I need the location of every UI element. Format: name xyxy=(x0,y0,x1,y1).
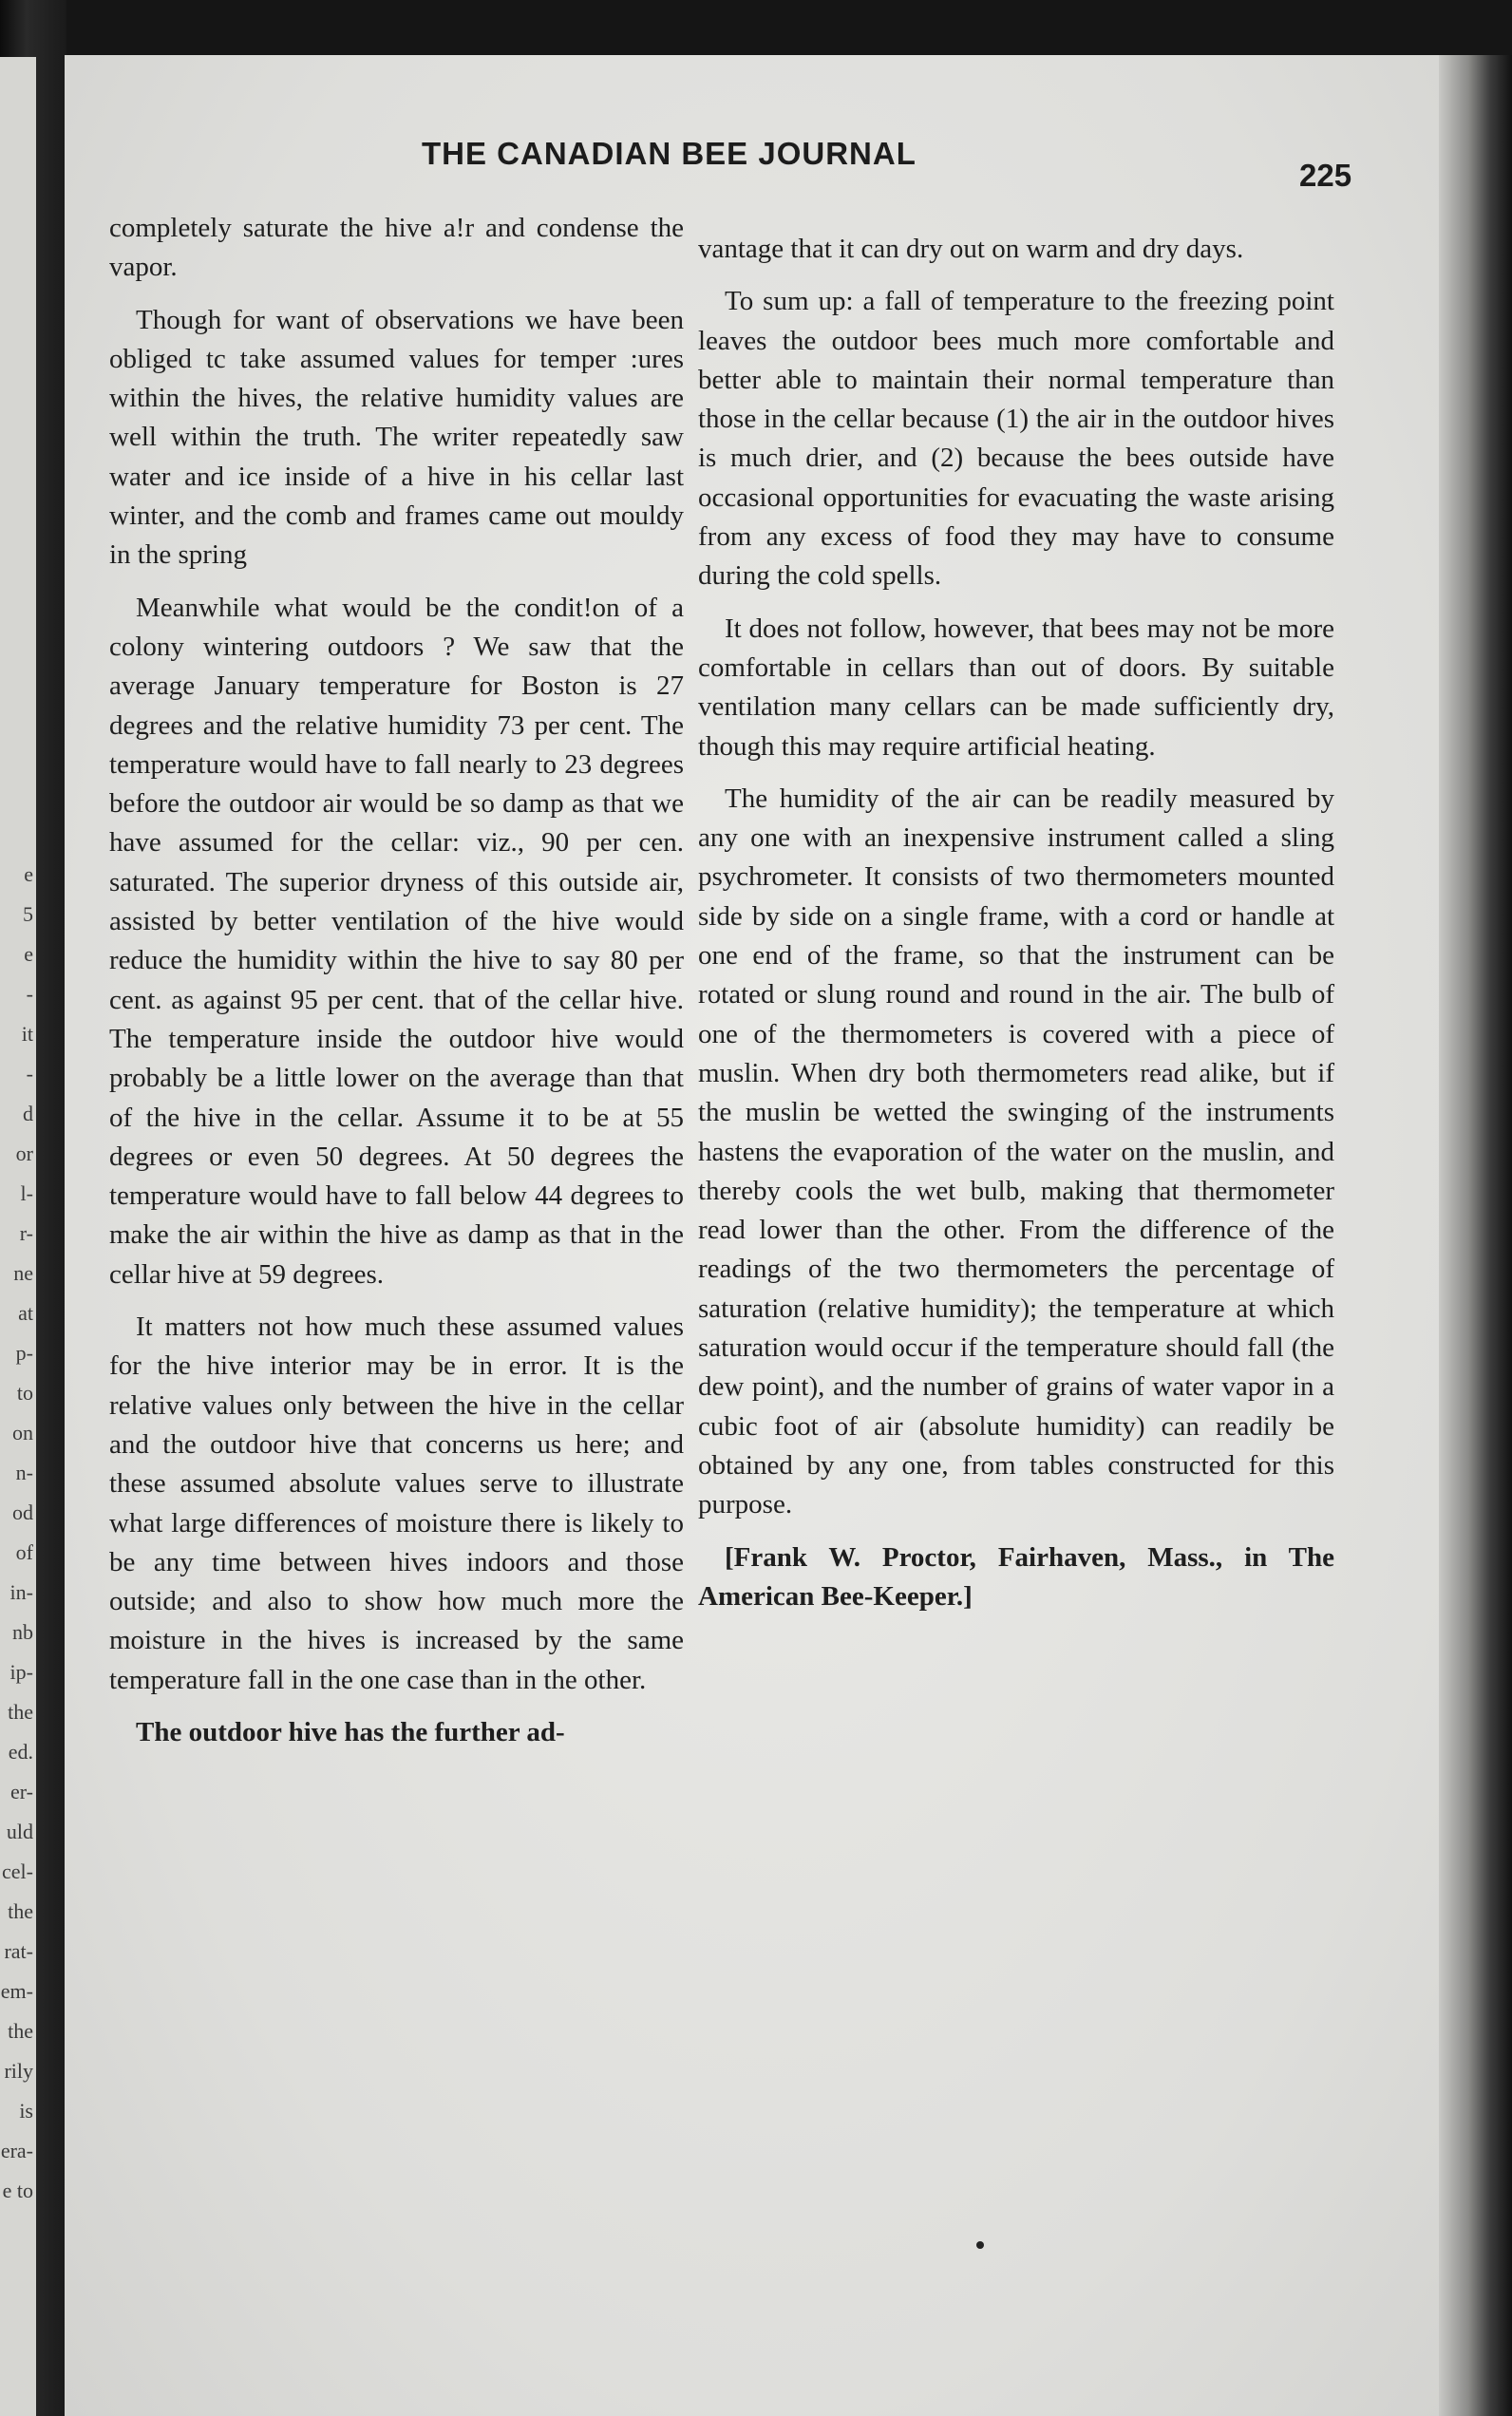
margin-fragment: in- xyxy=(9,1580,33,1604)
margin-fragment: e xyxy=(24,862,33,886)
paragraph: It does not follow, however, that bees may not be more comfortable in cellars than out of doors. By suitable ventilation many cellars can be made sufficiently dry, though this may require artificial heating. xyxy=(698,613,1334,762)
margin-fragment: rat- xyxy=(4,1939,33,1963)
margin-fragment: e to xyxy=(2,2179,33,2202)
page-number: 225 xyxy=(1299,158,1352,193)
paragraph: Though for want of observations we have been obliged tc take assumed values for temper :ures within the hives, the relative humidity values are well within the truth. The writer repeatedly saw water and ice inside of a hive in his cellar last winter, and the comb and frames came out mouldy in the spring xyxy=(109,304,684,571)
margin-fragment: to xyxy=(16,1381,33,1405)
paragraph: vantage that it can dry out on warm and dry days. xyxy=(698,234,1244,264)
margin-fragment: ip- xyxy=(9,1660,33,1684)
paragraph: completely saturate the hive a!r and condense the vapor. xyxy=(109,213,684,283)
right-text-column xyxy=(698,230,1334,1630)
source-attribution: [Frank W. Proctor, Fairhaven, Mass., in The American Bee-Keeper.] xyxy=(698,1541,1334,1612)
margin-fragment: cel- xyxy=(2,1859,33,1883)
running-head-title: THE CANADIAN BEE JOURNAL xyxy=(422,136,917,171)
paragraph: Meanwhile what would be the condit!on of a colony wintering outdoors ? We saw that the average January temperature for Boston is 27 degrees and the relative humidity 73 per cent. The temperature would have to fall nearly to 23 degrees before the outdoor air would be so damp as that we have assumed for the cellar: viz., 90 per cen. saturated. The superior dryness of this outside air, assisted by better ventilation of the hive would reduce the humidity within the hive to say 80 per cent. as against 95 per cent. that of the cellar hive. The temperature inside the outdoor hive would probably be a little lower on the average than that of the hive in the cellar. Assume it to be at 55 degrees or even 50 degrees. At 50 degrees the temperature would have to fall below 44 degrees to make the air within the hive as damp as that in the cellar hive at 59 degrees. xyxy=(109,592,684,1290)
margin-fragment: it xyxy=(21,1022,33,1046)
margin-fragment: the xyxy=(8,2019,33,2043)
page-stack-edge xyxy=(1439,55,1512,2416)
margin-fragment: l- xyxy=(20,1181,33,1205)
margin-fragment: - xyxy=(26,982,33,1006)
previous-page-edge xyxy=(0,57,36,2416)
margin-fragment: er- xyxy=(10,1780,33,1803)
margin-fragment: r- xyxy=(19,1221,33,1245)
margin-fragment: ed. xyxy=(8,1740,33,1764)
margin-fragment: uld xyxy=(6,1820,33,1843)
margin-fragment: nb xyxy=(12,1620,33,1644)
margin-fragment: the xyxy=(8,1700,33,1724)
margin-fragment: e xyxy=(24,942,33,966)
paragraph: To sum up: a fall of temperature to the freezing point leaves the outdoor bees much more comfortable and better able to maintain their normal temperature than those in the cellar because (1) the air in the outdoor hives is much drier, and (2) because the bees outside have occasional opportunities for evacuating the waste arising from any excess of food they may have to consume during the cold spells. xyxy=(698,286,1334,592)
margin-fragment: rily xyxy=(4,2059,33,2083)
paragraph: The outdoor hive has the further ad- xyxy=(136,1716,565,1747)
margin-fragment: of xyxy=(15,1540,33,1564)
margin-fragment: p- xyxy=(15,1341,33,1365)
margin-fragment: or xyxy=(15,1142,33,1165)
margin-fragment: d xyxy=(23,1102,33,1125)
margin-fragment: em- xyxy=(0,1979,33,2003)
margin-fragment: od xyxy=(12,1501,33,1524)
paragraph: It matters not how much these assumed values for the hive interior may be in error. It is the relative values only between the hive in the cellar and the outdoor hive that concerns us here; and these assumed absolute values serve to illustrate what large differences of moisture there is likely to be any time between hives indoors and those outside; and also to show how much more the moisture in the hives is increased by the same temperature fall in the one case than in the other. xyxy=(109,1312,684,1695)
margin-fragment: n- xyxy=(15,1461,33,1484)
margin-fragment: era- xyxy=(0,2139,33,2162)
margin-fragment: 5 xyxy=(23,902,33,926)
margin-fragment: the xyxy=(8,1899,33,1923)
printer-dot xyxy=(976,2241,984,2249)
paragraph: The humidity of the air can be readily measured by any one with an inexpensive instrument called a sling psychrometer. It consists of two thermometers mounted side by side on a single frame, with a cord or handle at one end of the frame, so that the instrument can be rotated or slung round and round in the air. The bulb of one of the thermometers is covered with a piece of muslin. When dry both thermometers read alike, but if the muslin be wetted the swinging of the instruments hastens the evaporation of the water on the muslin, and thereby cools the wet bulb, making that thermometer read lower than the other. From the difference of the readings of the two thermometers the percentage of saturation (relative humidity); the temperature at which saturation would occur if the temperature should fall (the dew point), and the number of grains of water vapor in a cubic foot of air (absolute humidity) can readily be obtained by any one, from tables constructed for this purpose. xyxy=(698,783,1334,1520)
margin-fragment: ne xyxy=(13,1261,33,1285)
margin-fragment: on xyxy=(12,1421,33,1444)
margin-fragment: - xyxy=(26,1062,33,1085)
margin-fragment: at xyxy=(18,1301,33,1325)
left-text-column xyxy=(109,209,684,1765)
margin-fragment: is xyxy=(19,2099,33,2123)
